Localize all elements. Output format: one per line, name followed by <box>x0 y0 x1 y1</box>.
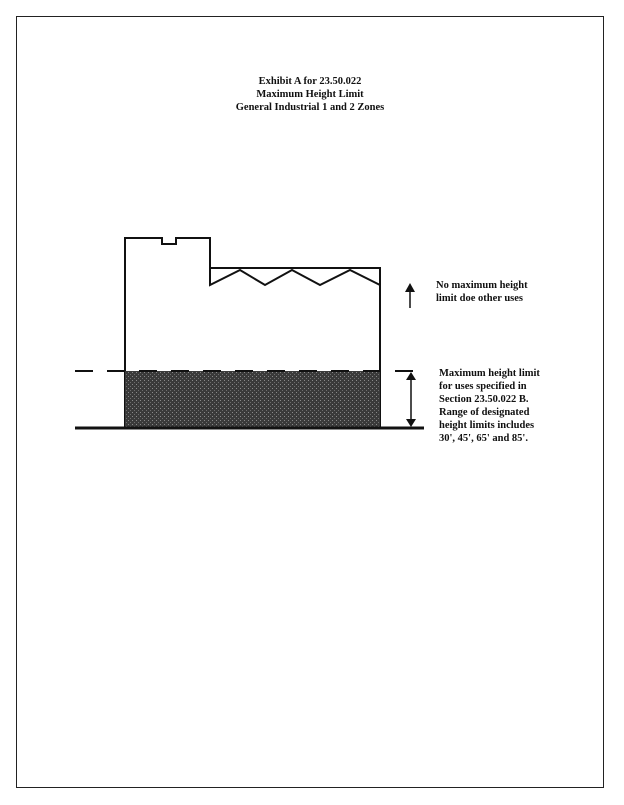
shaded-height-zone <box>125 371 380 427</box>
note-maximum-line-1: Maximum height limit <box>439 368 540 379</box>
title-line-2: Maximum Height Limit <box>256 89 364 100</box>
double-arrow-vertical-icon <box>406 372 416 427</box>
note-maximum-line-4: Range of designated <box>439 407 530 418</box>
note-no-maximum-line-2: limit doe other uses <box>436 293 524 304</box>
title-line-3: General Industrial 1 and 2 Zones <box>235 102 385 113</box>
note-maximum-height <box>439 367 540 445</box>
arrow-up-icon <box>405 283 415 308</box>
sawtooth-roof <box>210 268 380 285</box>
note-no-maximum-line-1: No maximum height <box>436 280 528 291</box>
note-maximum-line-6: 30', 45', 65' and 85'. <box>439 433 528 444</box>
note-maximum-line-2: for uses specified in <box>439 381 527 392</box>
note-no-maximum <box>436 279 528 305</box>
note-maximum-line-5: height limits includes <box>439 420 535 431</box>
note-maximum-line-3: Section 23.50.022 B. <box>439 394 529 405</box>
title-line-1: Exhibit A for 23.50.022 <box>258 76 362 87</box>
